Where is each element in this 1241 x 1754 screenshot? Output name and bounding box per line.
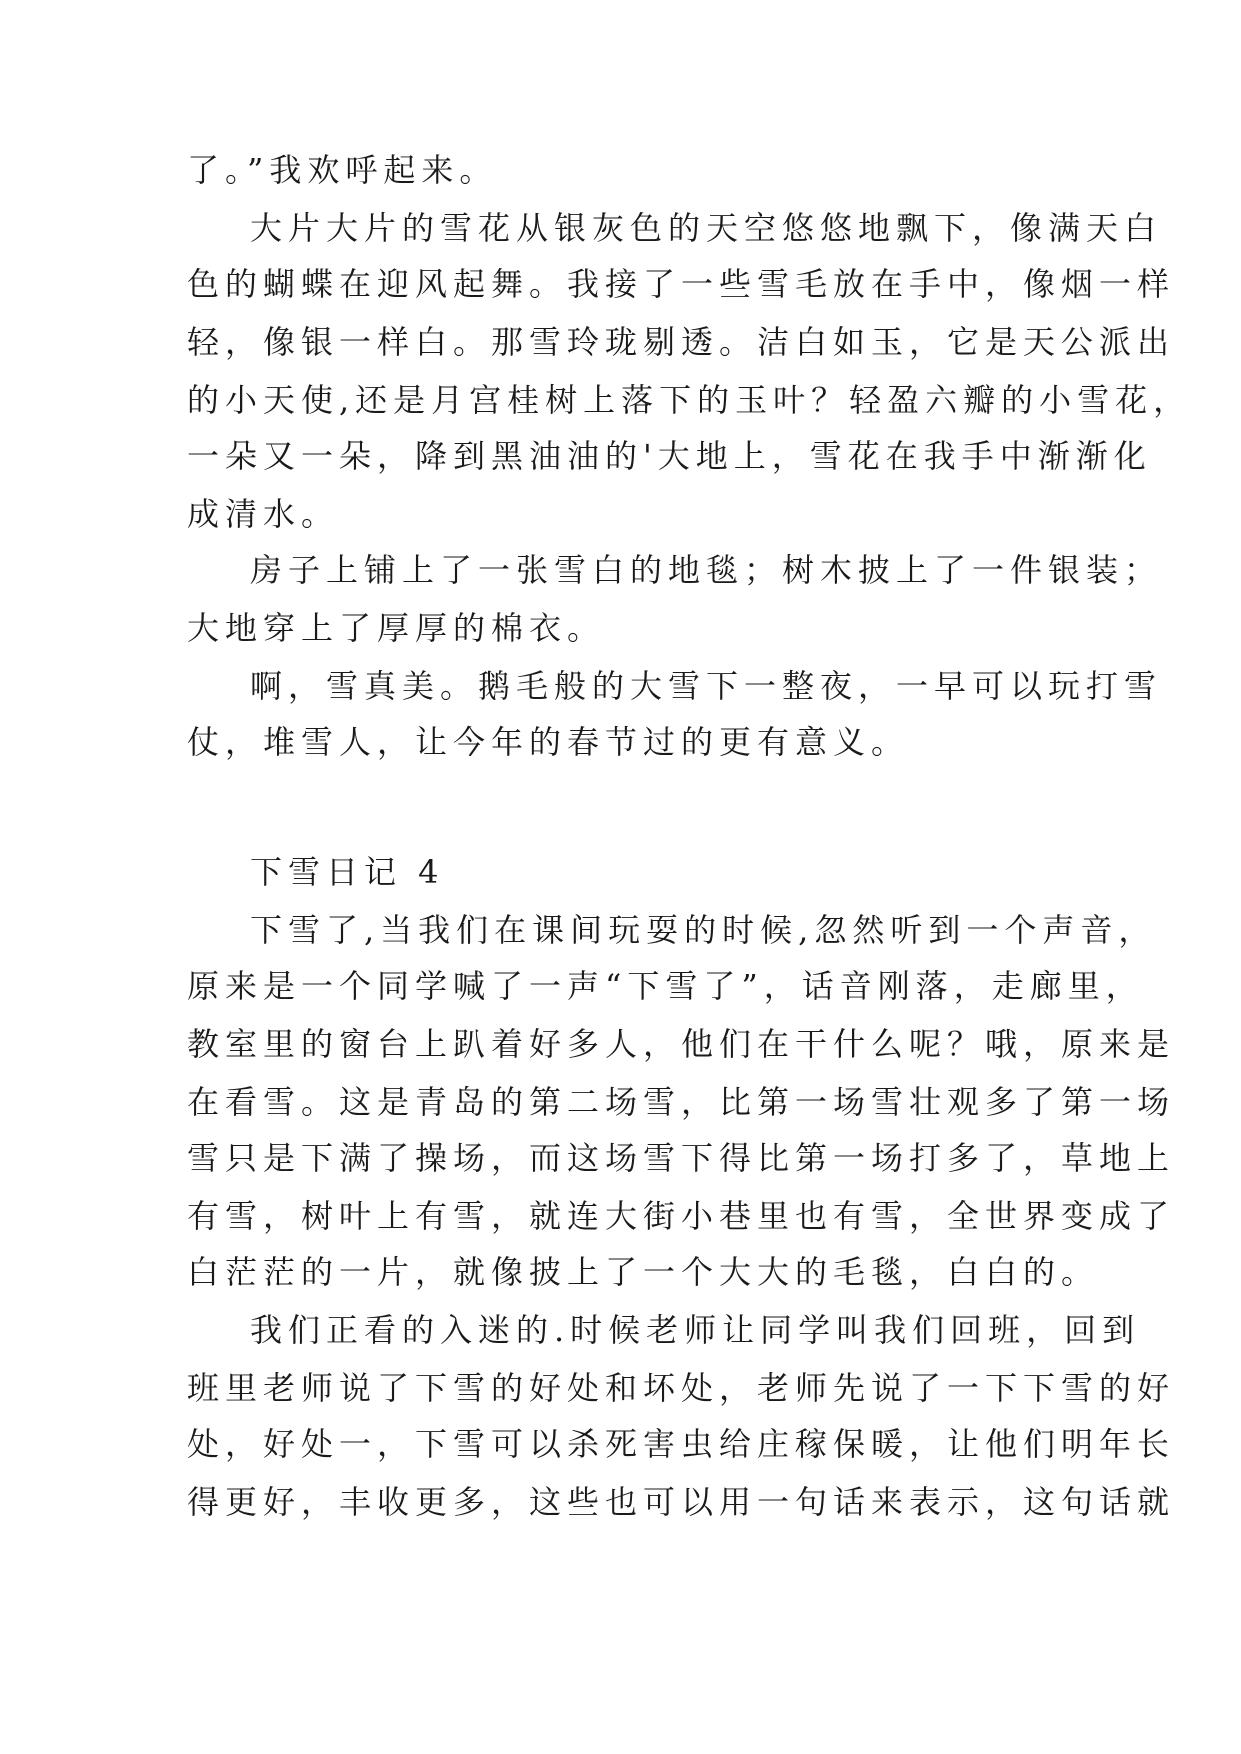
text-line: 成清水。 [187,495,340,533]
paragraph-first-line: 下雪了,当我们在课间玩耍的时候,忽然听到一个声音， [250,911,1157,949]
paragraph-first-line: 啊，雪真美。鹅毛般的大雪下一整夜，一早可以玩打雪 [250,667,1163,705]
text-line: 原来是一个同学喊了一声“下雪了”，话音刚落，走廊里， [187,967,1144,1005]
text-line: 处，好处一，下雪可以杀死害虫给庄稼保暖，让他们明年长 [187,1425,1176,1463]
text-line: 白茫茫的一片，就像披上了一个大大的毛毯，白白的。 [187,1253,1100,1291]
text-line: 了。”我欢呼起来。 [187,151,498,189]
text-line: 仗，堆雪人，让今年的春节过的更有意义。 [187,723,910,761]
paragraph-first-line: 房子上铺上了一张雪白的地毯；树木披上了一件银装； [250,551,1163,589]
text-line: 班里老师说了下雪的好处和坏处，老师先说了一下下雪的好 [187,1369,1176,1407]
text-line: 雪只是下满了操场，而这场雪下得比第一场打多了，草地上 [187,1139,1176,1177]
text-line: 有雪，树叶上有雪，就连大街小巷里也有雪，全世界变成了 [187,1197,1176,1235]
section-heading: 下雪日记 4 [250,853,445,891]
text-line: 的小天使,还是月宫桂树上落下的玉叶？轻盈六瓣的小雪花， [187,381,1192,419]
text-line: 在看雪。这是青岛的第二场雪，比第一场雪壮观多了第一场 [187,1083,1176,1121]
text-line: 轻，像银一样白。那雪玲珑剔透。洁白如玉，它是天公派出 [187,323,1176,361]
text-line: 一朵又一朵，降到黑油油的'大地上，雪花在我手中渐渐化 [187,437,1152,475]
text-line: 大地穿上了厚厚的棉衣。 [187,609,606,647]
text-line: 教室里的窗台上趴着好多人，他们在干什么呢？哦，原来是 [187,1025,1176,1063]
text-line: 色的蝴蝶在迎风起舞。我接了一些雪毛放在手中，像烟一样 [187,265,1176,303]
paragraph-first-line: 我们正看的入迷的.时候老师让同学叫我们回班，回到 [250,1311,1141,1349]
text-line: 得更好，丰收更多，这些也可以用一句话来表示，这句话就 [187,1483,1176,1521]
paragraph-first-line: 大片大片的雪花从银灰色的天空悠悠地飘下，像满天白 [250,209,1163,247]
